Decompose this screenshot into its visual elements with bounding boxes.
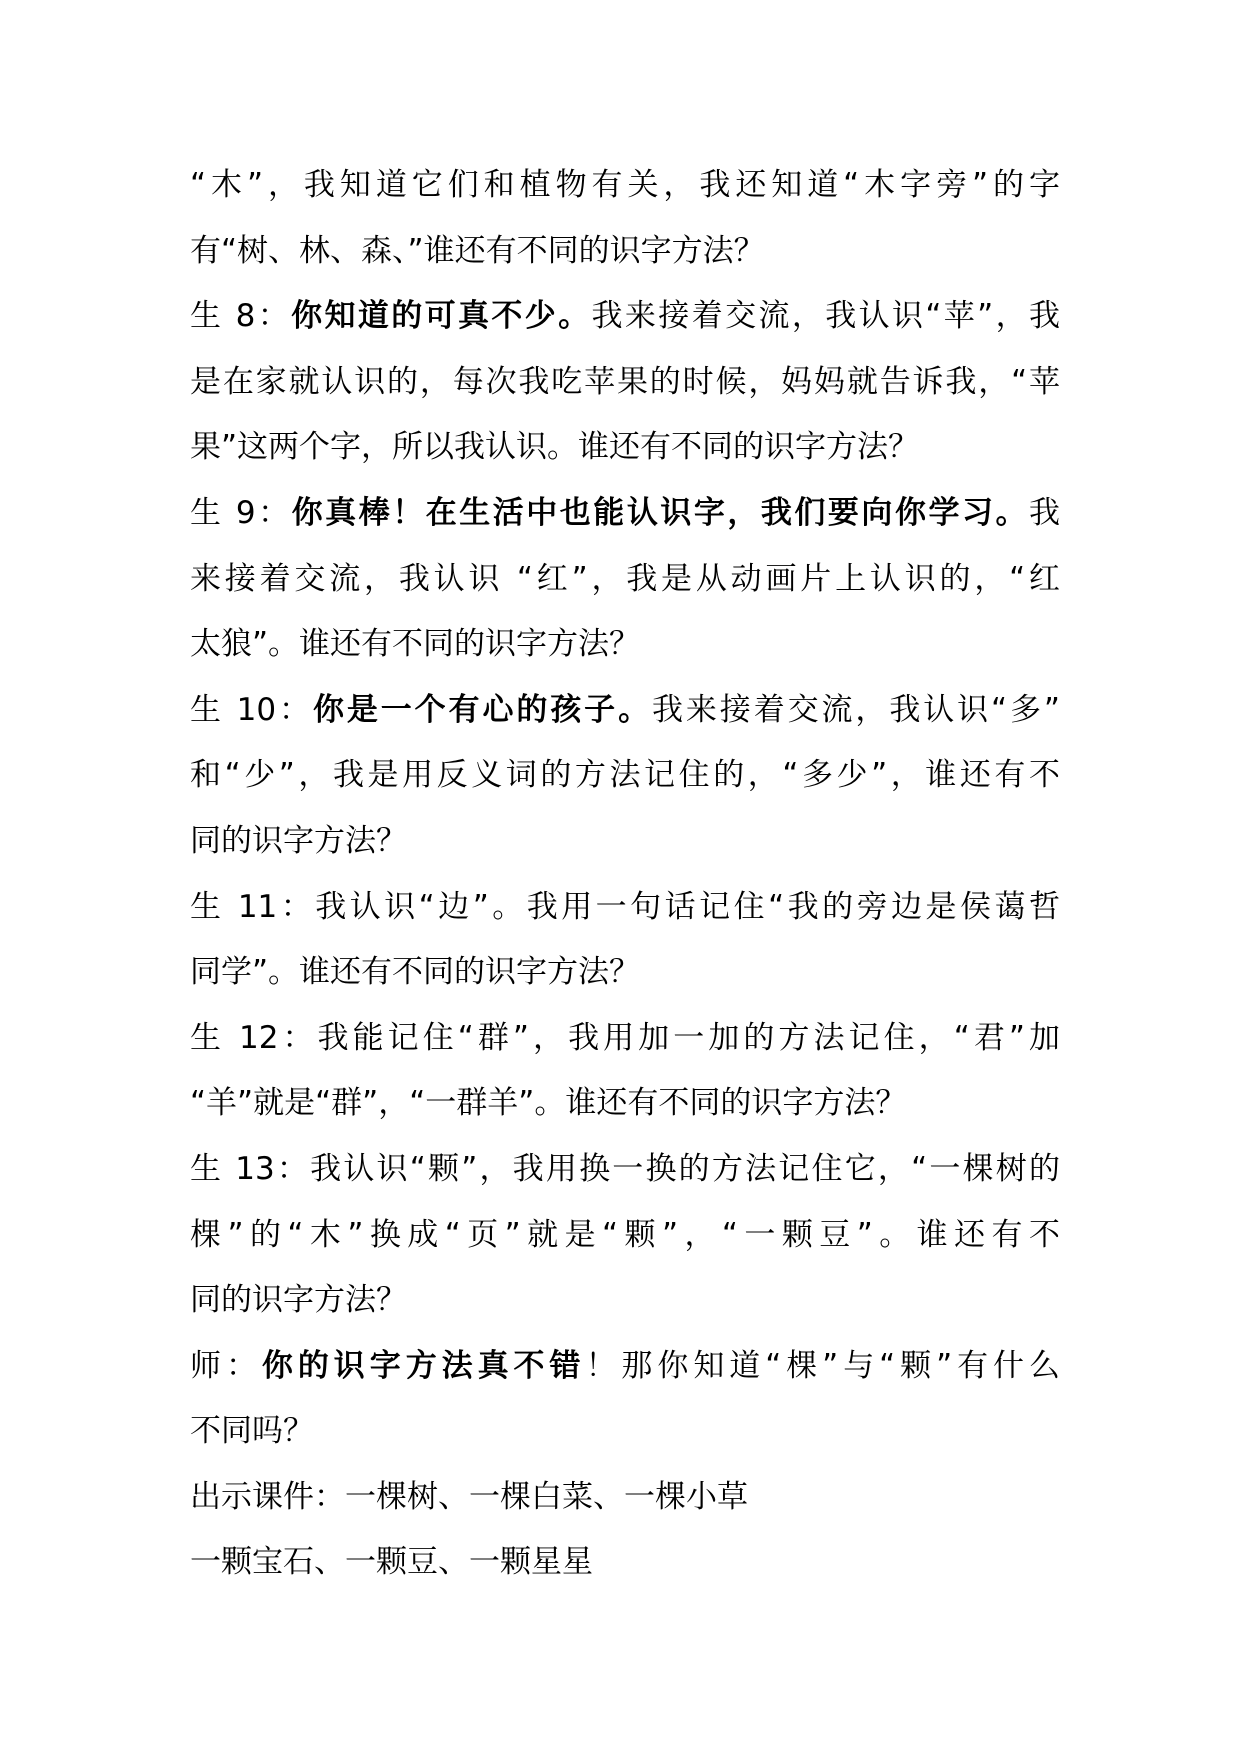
- text-line: [190, 1071, 1060, 1137]
- speaker-label: 生 10：: [190, 691, 313, 728]
- text-segment: 果”这两个字，所以我认识。谁还有不同的识字方法？: [190, 429, 920, 466]
- bold-text: 你真棒！在生活中也能认识字，我们要向你学习。: [291, 494, 1030, 531]
- text-line: [190, 1465, 1060, 1531]
- text-line: [190, 219, 1060, 285]
- text-line: [190, 1006, 1060, 1072]
- text-line: [190, 875, 1060, 941]
- text-line: [190, 612, 1060, 678]
- text-line: [190, 350, 1060, 416]
- bold-text: 你知道的可真不少。: [291, 298, 592, 335]
- text-line: [190, 809, 1060, 875]
- text-line: [190, 1137, 1060, 1203]
- text-segment: 生 12：我能记住“群”，我用加一加的方法记住，“君”加: [190, 1019, 1060, 1056]
- text-line: [190, 1268, 1060, 1334]
- text-segment: 棵”的“木”换成“页”就是“颗”，“一颗豆”。谁还有不: [190, 1216, 1060, 1253]
- text-segment: ！那你知道“棵”与“颗”有什么: [585, 1347, 1060, 1384]
- text-line: [190, 284, 1060, 350]
- text-segment: “羊”就是“群”，“一群羊”。谁还有不同的识字方法？: [190, 1085, 907, 1122]
- text-line: [190, 1334, 1060, 1400]
- text-segment: 我来接着交流，我认识“多”: [652, 691, 1060, 728]
- text-line: [190, 547, 1060, 613]
- bold-text: 你的识字方法真不错: [261, 1347, 586, 1384]
- text-line: [190, 743, 1060, 809]
- text-segment: 来接着交流，我认识 “红”，我是从动画片上认识的，“红: [190, 560, 1060, 597]
- text-segment: 出示课件：一棵树、一棵白菜、一棵小草: [190, 1478, 748, 1515]
- text-line: [190, 481, 1060, 547]
- text-line: [190, 1203, 1060, 1269]
- text-segment: 生 11：我认识“边”。我用一句话记住“我的旁边是侯蔼哲: [190, 888, 1060, 925]
- text-line: [190, 940, 1060, 1006]
- text-segment: 太狼”。谁还有不同的识字方法？: [190, 626, 641, 663]
- text-segment: 同的识字方法？: [190, 822, 407, 859]
- speaker-label: 生 8：: [190, 298, 292, 335]
- text-segment: 有“树、林、森、”谁还有不同的识字方法？: [190, 232, 765, 269]
- speaker-label: 生 9：: [190, 494, 292, 531]
- bold-text: 你是一个有心的孩子。: [312, 691, 652, 728]
- document-page: [190, 153, 1060, 1596]
- text-segment: 一颗宝石、一颗豆、一颗星星: [190, 1544, 593, 1581]
- text-segment: 同学”。谁还有不同的识字方法？: [190, 954, 641, 991]
- text-segment: 我来接着交流，我认识“苹”，我: [591, 298, 1060, 335]
- text-segment: 不同吗？: [190, 1413, 314, 1450]
- text-segment: 我: [1029, 494, 1060, 531]
- text-line: [190, 678, 1060, 744]
- text-segment: 是在家就认识的，每次我吃苹果的时候，妈妈就告诉我，“苹: [190, 363, 1060, 400]
- text-segment: 和“少”，我是用反义词的方法记住的，“多少”，谁还有不: [190, 757, 1060, 794]
- text-line: [190, 1530, 1060, 1596]
- text-line: [190, 415, 1060, 481]
- text-line: [190, 1399, 1060, 1465]
- speaker-label: 师：: [190, 1347, 262, 1384]
- text-segment: “木”，我知道它们和植物有关，我还知道“木字旁”的字: [190, 167, 1060, 203]
- text-segment: 生 13：我认识“颗”，我用换一换的方法记住它，“一棵树的: [190, 1150, 1060, 1187]
- text-line: [190, 153, 1060, 219]
- text-segment: 同的识字方法？: [190, 1282, 407, 1319]
